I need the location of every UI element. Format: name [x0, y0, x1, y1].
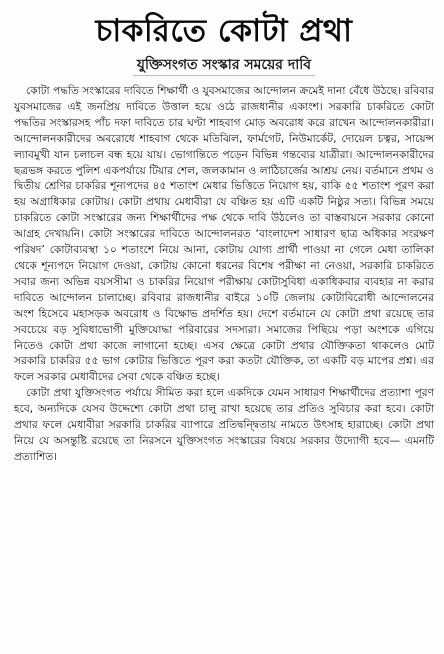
article-paragraph-2: কোটা প্রথা যুক্তিসংগত পর্যায়ে সীমিত করা হলে একদিকে যেমন সাধারণ শিক্ষার্থীদের প্রত্যাশা পূরণ হবে, অন্যদিকে যেসব উদ্দেশ্যে কোটা প্রথা চালু রাখা হয়েছে তার প্রতিও সুবিচার করা হবে। কোটা প্রথার ফলে মেধাবীরা সরকারি চাকরির ব্যাপারে প্রতিদ্বন্দ্বিতায় নামতে উৎসাহ হারাচ্ছে। কোটা প্রথা নিয়ে যে অসন্তুষ্টি রয়েছে তা নিরসনে যুক্তিসংগত সংস্কারের বিষয়ে সরকার উদ্যোগী হবে— এমনটি প্রত্যাশিত।: [14, 387, 434, 463]
article-body: [14, 84, 434, 466]
subheadline: যুক্তিসংগত সংস্কার সময়ের দাবি: [133, 55, 315, 76]
article-paragraph-1: কোটা পদ্ধতি সংস্কারের দাবিতে শিক্ষার্থী ও যুবসমাজের আন্দোলন ক্রমেই দানা বেঁধে উঠছে। রবিবার যুবসমাজের এই জনপ্রিয় দাবিতে উত্তাল হয়ে ওঠে রাজধানীর একাংশ। সরকারি চাকরিতে কোটা পদ্ধতির সংস্কারসহ পাঁচ দফা দাবিতে চার ঘণ্টা শাহবাগ মোড় অবরোধ করে রাখেন আন্দোলনকারীরা। আন্দোলনকারীদের অবরোধে শাহবাগ থেকে মতিঝিল, ফার্মগেট, নিউমার্কেট, দোয়েল চত্বর, সায়েন্স ল্যাবমুখী যান চলাচল বন্ধ হয়ে যায়। ভোগান্তিতে পড়েন বিভিন্ন গন্তব্যের যাত্রীরা। আন্দোলনকারীদের ছত্রভঙ্গ করতে পুলিশ একপর্যায়ে টিয়ার শেল, জলকামান ও লাঠিচার্জের আশ্রয় নেয়। বর্তমানে প্রথম ও দ্বিতীয় শ্রেণির চাকরির শূন্যপদের ৪৫ শতাংশ মেধার ভিত্তিতে নিয়োগ হয়, বাকি ৫৫ শতাংশ পূরণ করা হয় অগ্রাধিকার কোটায়। কোটা প্রথায় মেধাবীরা যে বঞ্চিত হয় এটি একটি নিষ্ঠুর সত্য। বিভিন্ন সময়ে চাকরিতে কোটা সংস্কারের জন্য শিক্ষার্থীদের পক্ষ থেকে দাবি উঠলেও তা বাস্তবায়নে সরকার কোনো আগ্রহ দেখায়নি। কোটা সংস্কারের দাবিতে আন্দোলনরত ‘বাংলাদেশ সাধারণ ছাত্র অধিকার সংরক্ষণ পরিষদ’ কোটাব্যবস্থা ১০ শতাংশে নিয়ে আনা, কোটায় যোগ্য প্রার্থী পাওয়া না গেলে মেধা তালিকা থেকে শূন্যপদে নিয়োগ দেওয়া, কোটায় কোনো ধরনের বিশেষ পরীক্ষা না নেওয়া, সরকারি চাকরিতে সবার জন্য অভিন্ন বয়সসীমা ও চাকরির নিয়োগ পরীক্ষায় কোটাসুবিধা একাধিকবার ব্যবহার না করার দাবিতে আন্দোলন চালাচ্ছে। রবিবার রাজধানীর বাইরে ১০টি জেলায় কোটাবিরোধী আন্দোলনের অংশ হিসেবে মহাসড়ক অবরোধ ও বিক্ষোভ প্রদর্শিত হয়। দেশে বর্তমানে যে কোটা প্রথা রয়েছে তার সবচেয়ে বড় সুবিধাভোগী মুক্তিযোদ্ধা পরিবারের সদস্যরা। সমাজের পিছিয়ে পড়া অংশকে এগিয়ে নিতেও কোটা প্রথা কাজে লাগানো হচ্ছে। এসব ক্ষেত্রে কোটা প্রথার যৌক্তিকতা থাকলেও মোট সরকারি চাকরির ৫৫ ভাগ কোটার ভিত্তিতে পূরণ করা কতটা যৌক্তিক, তা একটি বড় মাপের প্রশ্ন। এর ফলে সরকার মেধাবীদের সেবা থেকে বঞ্চিত হচ্ছে।: [14, 85, 434, 384]
subheadline-container: [14, 54, 434, 76]
headline: চাকরিতে কোটা প্রথা: [95, 13, 353, 49]
